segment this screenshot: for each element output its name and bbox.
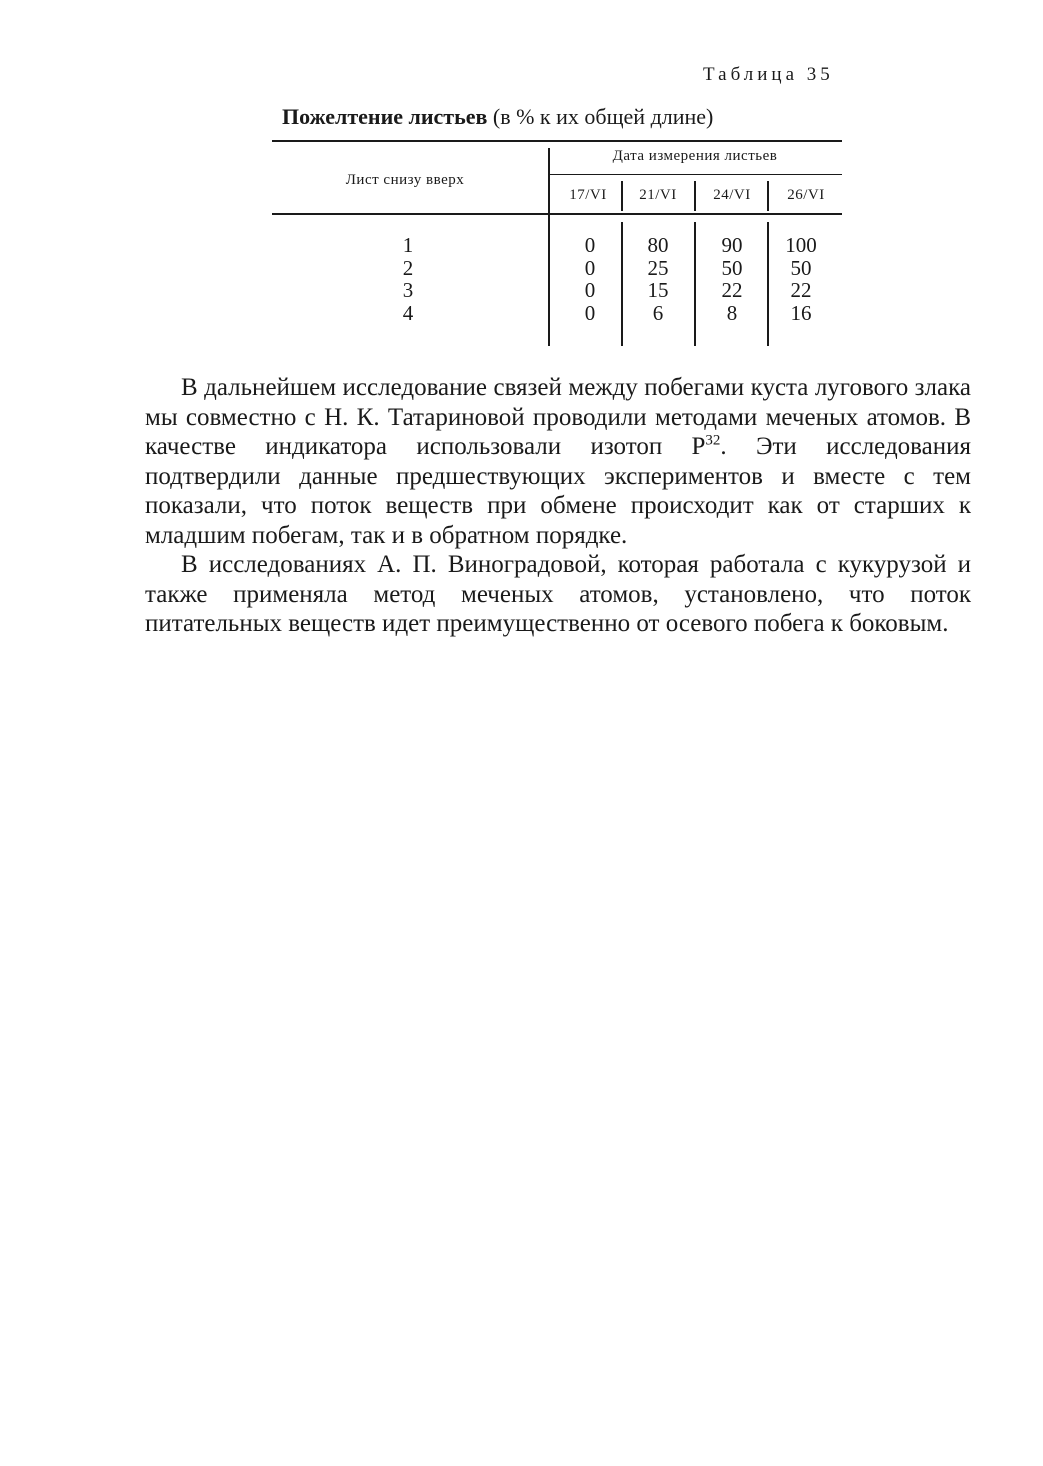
value-cell: 90 bbox=[721, 233, 743, 257]
column-divider bbox=[621, 181, 623, 211]
column-divider bbox=[694, 222, 696, 346]
table-number: Таблица 35 bbox=[703, 64, 834, 85]
header-date-group: Дата измерения листьев bbox=[612, 148, 778, 164]
header-leaf-label: Лист снизу вверх bbox=[345, 172, 465, 188]
leaf-number: 2 bbox=[402, 255, 414, 280]
value-cell: 22 bbox=[721, 278, 743, 302]
table-header-rule bbox=[272, 213, 842, 215]
column-divider bbox=[694, 181, 696, 211]
body-text bbox=[145, 373, 971, 639]
table-top-rule bbox=[272, 140, 842, 142]
header-date: 17/VI bbox=[569, 187, 607, 203]
paragraph bbox=[145, 373, 971, 550]
date-group-rule bbox=[549, 174, 842, 175]
value-cell: 8 bbox=[726, 300, 738, 325]
isotope-superscript: 32 bbox=[705, 432, 721, 449]
table-title-bold: Пожелтение листьев bbox=[282, 104, 488, 129]
value-cell: 16 bbox=[790, 300, 812, 325]
header-date: 26/VI bbox=[787, 187, 825, 203]
paragraph-text: В дальнейшем исследование связей между побегами куста лугового злака мы совместно с Н. К. Татариновой проводили методами меченых атомов. В качестве индикатора использовали изотоп Р bbox=[145, 374, 971, 460]
value-cell: 22 bbox=[790, 278, 812, 302]
value-cell: 6 bbox=[652, 300, 664, 325]
column-divider bbox=[621, 222, 623, 346]
value-cell: 50 bbox=[721, 255, 743, 280]
paragraph: В исследованиях А. П. Виноградовой, которая работала с кукурузой и также применяла метод меченых атомов, установлено, что поток питательных веществ идет преимущественно от осевого побега к боковым. bbox=[145, 551, 971, 637]
value-cell: 0 bbox=[584, 278, 596, 302]
value-cell: 0 bbox=[584, 255, 596, 280]
value-cell: 0 bbox=[584, 233, 596, 257]
value-cell: 0 bbox=[584, 300, 596, 325]
leaf-number: 1 bbox=[402, 233, 414, 257]
header-date: 24/VI bbox=[713, 187, 751, 203]
paragraph-text: . Эти исследования подтвердили данные предшествующих экспериментов и вместе с тем показали, что поток веществ при обмене происходит как от старших к младшим побегам, так и в обратном порядке. bbox=[145, 433, 971, 549]
value-cell: 100 bbox=[785, 233, 817, 257]
value-cell: 50 bbox=[790, 255, 812, 280]
column-divider bbox=[767, 181, 769, 211]
column-divider bbox=[548, 148, 550, 346]
column-divider bbox=[767, 222, 769, 346]
value-cell: 25 bbox=[647, 255, 669, 280]
value-cell: 80 bbox=[647, 233, 669, 257]
table-title-rest: (в % к их общей длине) bbox=[487, 104, 714, 129]
leaf-number: 3 bbox=[402, 278, 414, 302]
value-cell: 15 bbox=[647, 278, 669, 302]
leaf-number: 4 bbox=[402, 300, 414, 325]
table-title bbox=[282, 104, 713, 130]
header-date: 21/VI bbox=[639, 187, 677, 203]
